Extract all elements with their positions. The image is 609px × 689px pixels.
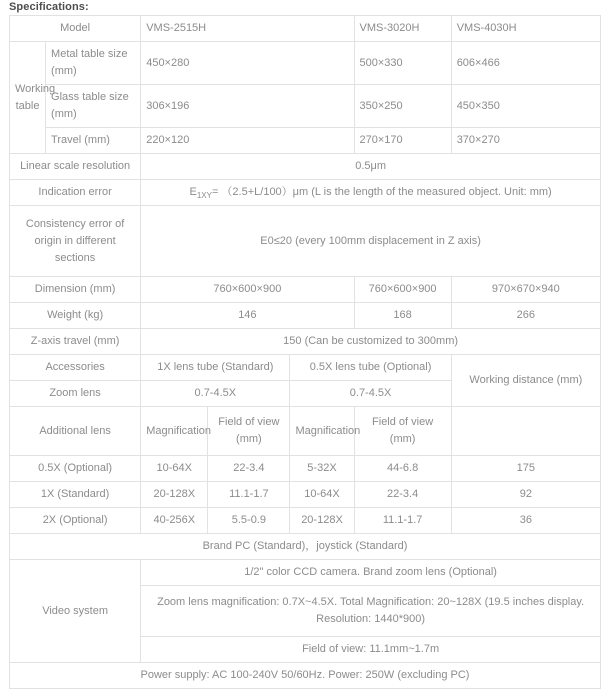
lens-0-5x-fov-b: 44-6.8	[354, 456, 451, 482]
lens-0-5x-mag-a: 10-64X	[141, 456, 208, 482]
table-row-travel	[10, 128, 601, 154]
table-row-accessories	[10, 355, 601, 381]
table-row-lens-2x	[10, 508, 601, 534]
lens-2x-fov-a: 5.5-0.9	[208, 508, 290, 534]
lens-2x-wd: 36	[451, 508, 600, 534]
model-label: Model	[10, 16, 141, 42]
indication-error-value	[141, 180, 601, 206]
table-row-indication-error	[10, 180, 601, 206]
z-axis-travel-label: Z-axis travel (mm)	[10, 329, 141, 355]
field-of-view-b-header: Field of view (mm)	[354, 407, 451, 456]
lens-2x-mag-b: 20-128X	[290, 508, 354, 534]
table-row-lens-0-5x	[10, 456, 601, 482]
metal-table-size-v1: 450×280	[141, 42, 354, 85]
table-row-glass-table-size	[10, 85, 601, 128]
travel-label: Travel (mm)	[46, 128, 141, 154]
consistency-error-value: E0≤20 (every 100mm displacement in Z axis)	[141, 206, 601, 277]
lens-2x-mag-a: 40-256X	[141, 508, 208, 534]
lens-1x-fov-a: 11.1-1.7	[208, 482, 290, 508]
lens-1x-label: 1X (Standard)	[10, 482, 141, 508]
video-system-line-3: Field of view: 11.1mm~1.7m	[141, 637, 601, 663]
lens-1x-mag-a: 20-128X	[141, 482, 208, 508]
working-distance-header: Working distance (mm)	[451, 355, 600, 407]
lens-0-5x-wd: 175	[451, 456, 600, 482]
lens-2x-label: 2X (Optional)	[10, 508, 141, 534]
linear-scale-value: 0.5μm	[141, 154, 601, 180]
consistency-error-label: Consistency error of origin in different sections	[10, 206, 141, 277]
metal-table-size-v2: 500×330	[354, 42, 451, 85]
field-of-view-a-header: Field of view (mm)	[208, 407, 290, 456]
power-supply-value: Power supply: AC 100-240V 50/60Hz. Power: 250W (excluding PC)	[10, 663, 601, 689]
indication-error-label: Indication error	[10, 180, 141, 206]
travel-v3: 370×270	[451, 128, 600, 154]
weight-v1: 146	[141, 303, 354, 329]
model-vms-3020h: VMS-3020H	[354, 16, 451, 42]
table-row-metal-table-size	[10, 42, 601, 85]
glass-table-size-v2: 350×250	[354, 85, 451, 128]
model-vms-2515h: VMS-2515H	[141, 16, 354, 42]
lens-0-5x-fov-a: 22-3.4	[208, 456, 290, 482]
metal-table-size-v3: 606×466	[451, 42, 600, 85]
dimension-v1: 760×600×900	[141, 277, 354, 303]
zoom-lens-v2: 0.7-4.5X	[290, 381, 451, 407]
table-row-dimension	[10, 277, 601, 303]
lens-1x-wd: 92	[451, 482, 600, 508]
lens-2x-fov-b: 11.1-1.7	[354, 508, 451, 534]
magnification-b-header: Magnification	[290, 407, 354, 456]
weight-label: Weight (kg)	[10, 303, 141, 329]
weight-v3: 266	[451, 303, 600, 329]
indication-error-subscript: 1XY	[196, 191, 212, 201]
weight-v2: 168	[354, 303, 451, 329]
table-row-power-supply	[10, 663, 601, 689]
glass-table-size-v1: 306×196	[141, 85, 354, 128]
lens-0-5x-label: 0.5X (Optional)	[10, 456, 141, 482]
table-row-additional-lens-header	[10, 407, 601, 456]
z-axis-travel-value: 150 (Can be customized to 300mm)	[141, 329, 601, 355]
table-row-linear-scale-resolution	[10, 154, 601, 180]
table-row-consistency-error	[10, 206, 601, 277]
working-table-group-label: Working table	[10, 42, 46, 154]
table-row-z-axis-travel	[10, 329, 601, 355]
dimension-v2: 760×600×900	[354, 277, 451, 303]
specifications-table	[9, 15, 601, 689]
dimension-label: Dimension (mm)	[10, 277, 141, 303]
video-system-line-1: 1/2" color CCD camera. Brand zoom lens (Optional)	[141, 560, 601, 586]
additional-lens-label: Additional lens	[10, 407, 141, 456]
lens-1x-mag-b: 10-64X	[290, 482, 354, 508]
zoom-lens-v1: 0.7-4.5X	[141, 381, 290, 407]
video-system-line-2: Zoom lens magnification: 0.7X~4.5X. Total Magnification: 20~128X (19.5 inches display. Resolution: 1440*900)	[141, 586, 601, 637]
table-row-brand-pc	[10, 534, 601, 560]
page-title: Specifications:	[9, 1, 89, 13]
metal-table-size-label: Metal table size (mm)	[46, 42, 141, 85]
glass-table-size-label: Glass table size (mm)	[46, 85, 141, 128]
table-row-model	[10, 16, 601, 42]
zoom-lens-label: Zoom lens	[10, 381, 141, 407]
model-vms-4030h: VMS-4030H	[451, 16, 600, 42]
accessories-label: Accessories	[10, 355, 141, 381]
indication-error-formula: = （2.5+L/100）μm (L is the length of the measured object. Unit: mm)	[211, 186, 552, 198]
glass-table-size-v3: 450×350	[451, 85, 600, 128]
lens-1x-fov-b: 22-3.4	[354, 482, 451, 508]
accessories-v2: 0.5X lens tube (Optional)	[290, 355, 451, 381]
magnification-a-header: Magnification	[141, 407, 208, 456]
linear-scale-label: Linear scale resolution	[10, 154, 141, 180]
travel-v1: 220×120	[141, 128, 354, 154]
indication-error-prefix: E	[189, 186, 197, 198]
accessories-v1: 1X lens tube (Standard)	[141, 355, 290, 381]
table-row-weight	[10, 303, 601, 329]
dimension-v3: 970×670×940	[451, 277, 600, 303]
additional-lens-working-distance-empty	[451, 407, 600, 456]
table-row-video-system-camera	[10, 560, 601, 586]
table-row-lens-1x	[10, 482, 601, 508]
video-system-label: Video system	[10, 560, 141, 663]
brand-pc-value: Brand PC (Standard)，joystick (Standard)	[10, 534, 601, 560]
lens-0-5x-mag-b: 5-32X	[290, 456, 354, 482]
travel-v2: 270×170	[354, 128, 451, 154]
